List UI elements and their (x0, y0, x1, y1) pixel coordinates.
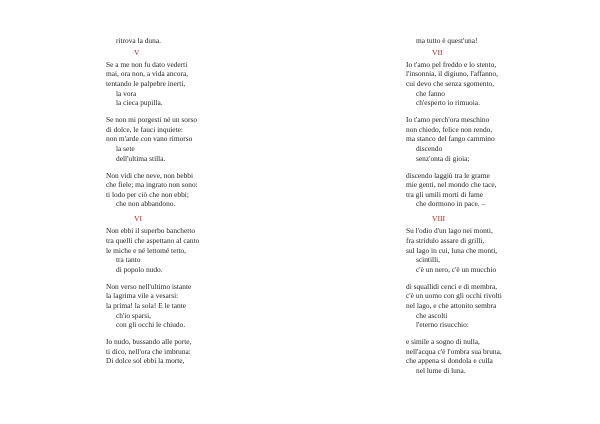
verse-line: ti lodo per ciò che non ebbi; (106, 189, 189, 199)
verse-line: mie genti, nel mondo che tace, (406, 180, 497, 190)
verse-line: scintilli, (416, 255, 441, 265)
verse-line: la lagrima vile a vesarsi: (106, 291, 179, 301)
verse-line: di dolce, le fauci inquiete: (106, 124, 183, 134)
verse-line: Se non mi porgesti né un sorso (106, 115, 198, 125)
verse-line: la vora (116, 88, 137, 98)
verse-line: Io nudo, bussando alle porte, (106, 337, 192, 347)
verse-line: nel lume di luna. (416, 366, 466, 375)
verse-line: che non abbandono. (116, 199, 176, 209)
verse-line: la cieca pupilla. (116, 98, 163, 108)
verse-line: la prima! la sola! E le tante (106, 301, 187, 310)
verse-line: ma stanco del fango cammino (406, 134, 495, 144)
verse-line: Non vidi che neve, non bebbi (106, 170, 194, 180)
verse-line: sul lago in cui, luna che monti, (406, 245, 498, 255)
verse-line: ritrova la duna. (116, 36, 161, 45)
verse-line: l'eterno risucchio: (416, 320, 469, 330)
verse-line: ch'io sparsi, (116, 310, 151, 320)
verse-line: le miche e né lettomé tetto, (106, 245, 187, 255)
verse-line: c'è un uomo con gli occhi rivolti (406, 291, 502, 301)
verse-line: c'è un nero, c'è un mucchio (416, 264, 497, 274)
verse-line: e simile a sogno di nulla, (406, 337, 480, 347)
verse-line: tentando le palpebre inerti, (106, 78, 186, 88)
verse-line: tra quelli che aspettano al canto (106, 236, 200, 245)
verse-line: cui devo che senza sgomento, (406, 78, 495, 88)
verse-line: che appena si dondola e culla (406, 356, 493, 366)
verse-line: la sete (116, 143, 135, 153)
verse-line: con gli occhi le chiudo. (116, 320, 186, 330)
verse-line: fra stridulo assare di grilli, (406, 236, 485, 245)
verse-line: discendo laggiù tra le grame (406, 170, 490, 180)
verse-line: mai, ora non, a vida ancora, (106, 69, 189, 79)
verse-line: dell'ultima stilla. (116, 153, 166, 163)
verse-line: Non verso nell'ultimo istante (106, 281, 192, 291)
verse-line: che ascolti (416, 310, 448, 320)
verse-line: ti dico, nell'ora che imbruna: (106, 346, 191, 356)
verse-line: ch'esperto io rimuoia. (416, 98, 480, 108)
verse-line: Non ebbi il superbo banchetto (106, 226, 196, 236)
verse-line: di popolo nudo. (116, 264, 163, 274)
verse-line: Se a me non fu dato vederti (106, 59, 188, 69)
section-numeral: VII (432, 47, 443, 57)
verse-line: senz'onta di gioia; (416, 153, 470, 163)
verse-line: che dormono in pace. – (416, 199, 486, 209)
verse-line: non m'arde con vano rimorso (106, 134, 193, 144)
verse-line: di squallidi cenci e di membra, (406, 281, 498, 291)
verse-line: l'insonnia, il digiuno, l'affanno, (406, 69, 499, 79)
verse-line: Di dolce sol ebbi la morte, (106, 356, 185, 366)
verse-line: non chiedo, felice non rendo, (406, 124, 493, 134)
section-numeral: VI (134, 214, 143, 224)
verse-line: ma tutto è quest'una! (416, 36, 478, 45)
verse-line: Su l'odio d'un lago nei monti, (406, 226, 493, 236)
verse-line: nel lago, e che attonito sembra (406, 301, 497, 310)
verse-line: Io t'amo perch'ora meschino (406, 115, 490, 125)
section-numeral: V (134, 47, 140, 57)
verse-line: Io t'amo pel freddo e lo stento, (406, 59, 497, 69)
verse-line: che fanno (416, 88, 445, 98)
section-numeral: VIII (432, 214, 446, 224)
verse-line: che fiele; ma ingrato non sono: (106, 180, 198, 190)
verse-line: tra tanto (116, 255, 141, 265)
verse-line: nell'acqua c'è l'ombra sua bruna, (406, 346, 502, 356)
verse-line: tra gli umili morti di fame (406, 189, 483, 199)
verse-line: discendo (416, 143, 443, 153)
